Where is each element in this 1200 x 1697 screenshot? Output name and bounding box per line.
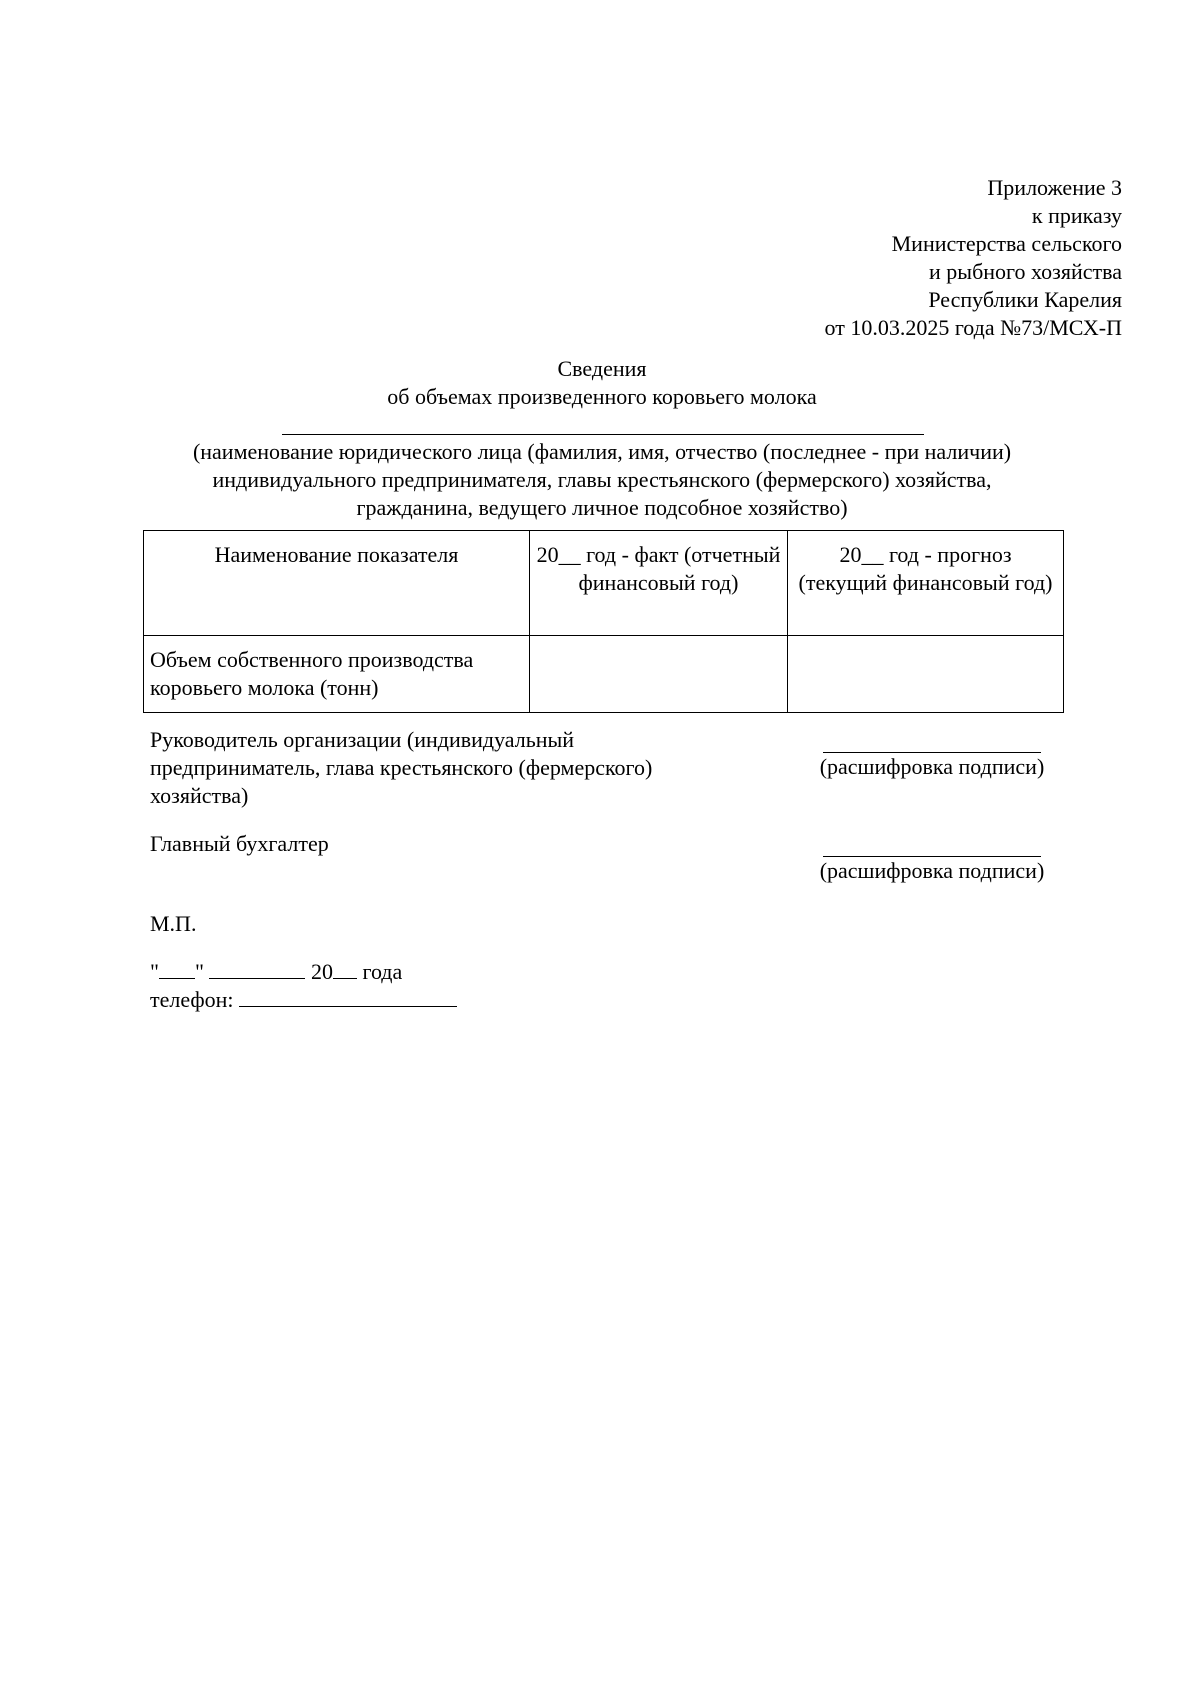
header-fact: 20__ год - факт (отчетный финансовый год)	[530, 531, 788, 636]
appendix-line: к приказу	[1031, 203, 1122, 228]
header-forecast: 20__ год - прогноз (текущий финансовый год)	[788, 531, 1064, 636]
head-signature-field	[802, 726, 1062, 781]
head-label-line-2: предприниматель, глава крестьянского (фермерского)	[150, 755, 653, 780]
accountant-signature-field	[802, 830, 1062, 885]
appendix-header	[562, 174, 1122, 342]
head-signature-label	[150, 726, 770, 810]
year-prefix: 20	[310, 959, 333, 984]
table-row	[144, 636, 1064, 713]
accountant-signature-block	[150, 830, 1062, 890]
date-close-quote: "	[194, 959, 204, 984]
caption-line-1: (наименование юридического лица (фамилия, имя, отчество (последнее - при наличии)	[192, 439, 1012, 464]
title-line-1: Сведения	[557, 356, 647, 381]
caption-line-2: индивидуального предпринимателя, главы крестьянского (фермерского) хозяйства,	[212, 467, 992, 492]
cell-indicator: Объем собственного производства коровьего молока (тонн)	[144, 636, 530, 713]
phone-label: телефон:	[150, 987, 234, 1012]
year-blank[interactable]	[333, 958, 357, 979]
document-title	[142, 355, 1062, 411]
appendix-line: от 10.03.2025 года №73/МСХ-П	[824, 315, 1122, 340]
cell-forecast[interactable]	[788, 636, 1064, 713]
head-signature-caption: (расшифровка подписи)	[819, 754, 1045, 779]
head-label-line-1: Руководитель организации (индивидуальный	[150, 727, 575, 752]
appendix-line: Приложение 3	[987, 175, 1122, 200]
entity-name-caption	[142, 438, 1062, 522]
table-header-row	[144, 531, 1064, 636]
head-label-line-3: хозяйства)	[150, 783, 249, 808]
indicators-table	[143, 530, 1064, 713]
appendix-line: и рыбного хозяйства	[929, 259, 1122, 284]
accountant-signature-label: Главный бухгалтер	[150, 831, 329, 856]
phone-blank[interactable]	[239, 986, 457, 1007]
date-open-quote: "	[150, 959, 159, 984]
appendix-line: Министерства сельского	[891, 231, 1122, 256]
day-blank[interactable]	[159, 958, 195, 979]
header-indicator: Наименование показателя	[144, 531, 530, 636]
appendix-line: Республики Карелия	[928, 287, 1122, 312]
caption-line-3: гражданина, ведущего личное подсобное хозяйство)	[356, 495, 848, 520]
entity-name-blank	[282, 434, 924, 435]
date-field	[150, 958, 402, 986]
month-blank[interactable]	[209, 958, 305, 979]
year-suffix: года	[362, 959, 403, 984]
accountant-signature-caption: (расшифровка подписи)	[819, 858, 1045, 883]
cell-fact[interactable]	[530, 636, 788, 713]
head-signature-block	[150, 726, 1062, 816]
title-line-2: об объемах произведенного коровьего молока	[387, 384, 817, 409]
stamp-placeholder: М.П.	[150, 911, 197, 936]
phone-field	[150, 986, 457, 1014]
